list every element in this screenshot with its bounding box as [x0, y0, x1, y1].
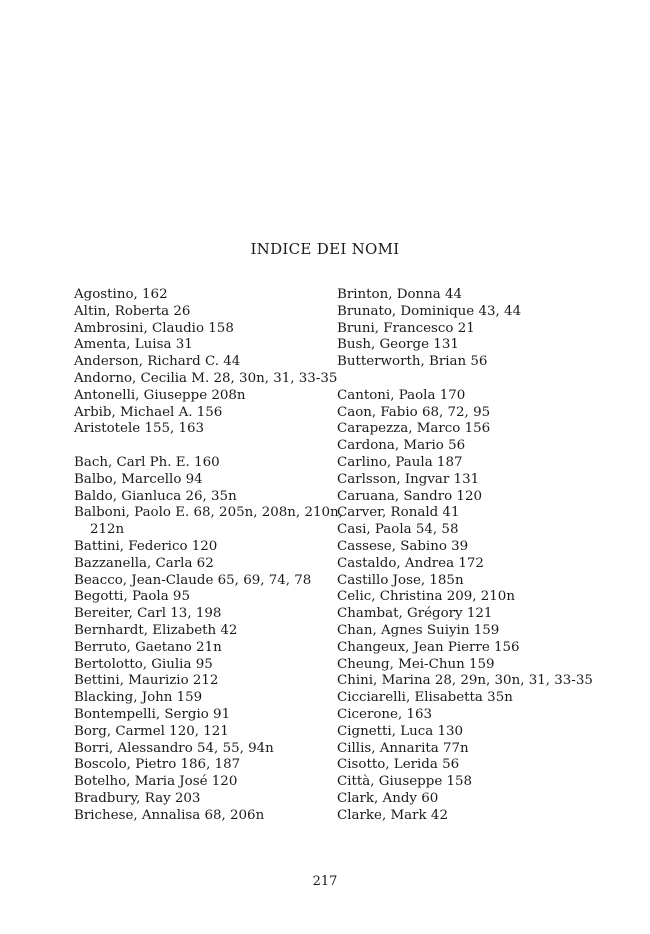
- index-entry: [74, 287, 336, 304]
- index-entry: [74, 573, 336, 590]
- index-entry: [337, 657, 599, 674]
- index-entry: [74, 606, 336, 623]
- index-entry: [337, 321, 599, 338]
- index-entry-text: Blacking, John 159: [74, 690, 203, 706]
- index-entry: [74, 539, 336, 556]
- index-entry: [337, 707, 599, 724]
- index-entry-text: Brinton, Donna 44: [337, 287, 463, 302]
- index-entry-text: Arbib, Michael A. 156: [74, 404, 223, 420]
- index-entry-text: Antonelli, Giuseppe 208n: [74, 387, 246, 403]
- index-entry-text: Brichese, Annalisa 68, 206n: [74, 807, 265, 823]
- index-entry: [74, 690, 336, 707]
- index-entry: [74, 421, 336, 438]
- index-entry: [74, 321, 336, 338]
- index-entry: [74, 371, 336, 388]
- index-entry: [337, 522, 599, 539]
- index-entry: [74, 657, 336, 674]
- index-entry: [337, 438, 599, 455]
- index-entry-text: Chambat, Grégory 121: [337, 606, 493, 622]
- index-entry-text: Bach, Carl Ph. E. 160: [74, 454, 220, 470]
- index-entry: [337, 388, 599, 405]
- index-entry: [337, 354, 599, 371]
- index-entry-text: Bontempelli, Sergio 91: [74, 706, 231, 722]
- index-entry: [74, 472, 336, 489]
- index-entry: [337, 589, 599, 606]
- index-entry: [337, 505, 599, 522]
- index-entry: [74, 808, 336, 825]
- index-entry: [337, 757, 599, 774]
- index-entry: [74, 505, 343, 539]
- index-entry-text: Cardona, Mario 56: [337, 438, 466, 454]
- index-entry: [337, 573, 599, 590]
- index-entry-text: Brunato, Dominique 43, 44: [337, 303, 522, 319]
- letter-group-gap: [74, 438, 336, 455]
- index-entry-text: Boscolo, Pietro 186, 187: [74, 757, 241, 773]
- index-entry: [74, 589, 336, 606]
- index-entry-text: Aristotele 155, 163: [74, 421, 205, 437]
- index-entry: [337, 774, 599, 791]
- index-entry-text: Cisotto, Lerida 56: [337, 757, 460, 773]
- index-entry-text: Caruana, Sandro 120: [337, 488, 482, 504]
- index-entry: [74, 724, 336, 741]
- index-entry: [74, 405, 336, 422]
- index-entry: [337, 690, 599, 707]
- index-entry-text: Butterworth, Brian 56: [337, 354, 488, 370]
- index-entry-text: Carlsson, Ingvar 131: [337, 471, 480, 487]
- index-entry-text: Andorno, Cecilia M. 28, 30n, 31, 33-35: [74, 370, 338, 386]
- index-entry-text: Cicciarelli, Elisabetta 35n: [337, 690, 513, 706]
- index-entry: [337, 472, 599, 489]
- page-number: 217: [312, 874, 338, 889]
- index-entry-text: Carlino, Paula 187: [337, 454, 463, 470]
- index-entry: [74, 640, 336, 657]
- index-entry-text: Casi, Paola 54, 58: [337, 522, 459, 538]
- index-entry-text: Carver, Ronald 41: [337, 505, 460, 521]
- index-entry-text: Berruto, Gaetano 21n: [74, 639, 222, 655]
- index-entry: [74, 354, 336, 371]
- index-entry: [74, 707, 336, 724]
- index-entry-text: Clark, Andy 60: [337, 790, 439, 806]
- index-entry-text: Anderson, Richard C. 44: [74, 354, 241, 370]
- index-entry-text: Castaldo, Andrea 172: [337, 555, 484, 571]
- index-entry: [337, 623, 599, 640]
- index-entry-text: Borg, Carmel 120, 121: [74, 723, 229, 739]
- index-entry-text: Cheung, Mei-Chun 159: [337, 656, 495, 672]
- index-entry: [74, 673, 336, 690]
- index-entry-text: Bettini, Maurizio 212: [74, 673, 219, 689]
- index-entry: [74, 304, 336, 321]
- index-entry-text: Altin, Roberta 26: [74, 303, 191, 319]
- index-entry: [337, 808, 599, 825]
- index-entry: [337, 556, 599, 573]
- index-entry-text: Bereiter, Carl 13, 198: [74, 606, 222, 622]
- index-entry: [74, 455, 336, 472]
- index-entry-text: Bruni, Francesco 21: [337, 320, 475, 336]
- index-entry-text: Bush, George 131: [337, 337, 459, 353]
- index-column-left: [74, 287, 343, 825]
- index-entry-text: Bernhardt, Elizabeth 42: [74, 622, 238, 638]
- index-entry: [337, 741, 599, 758]
- index-entry-text: Cignetti, Luca 130: [337, 723, 464, 739]
- index-entry-text: Clarke, Mark 42: [337, 807, 448, 823]
- index-entry-text: Begotti, Paola 95: [74, 589, 190, 605]
- index-entry-text: Caon, Fabio 68, 72, 95: [337, 404, 491, 420]
- index-entry-continuation: 212n: [90, 522, 125, 538]
- index-entry: [74, 489, 336, 506]
- index-entry-text: Borri, Alessandro 54, 55, 94n: [74, 740, 274, 756]
- index-entry: [337, 455, 599, 472]
- index-entry-text: Battini, Federico 120: [74, 538, 218, 554]
- index-entry: [337, 489, 599, 506]
- page-title: INDICE DEI NOMI: [250, 240, 400, 258]
- letter-group-gap: [337, 371, 599, 388]
- index-entry-text: Cicerone, 163: [337, 706, 433, 722]
- index-entry: [337, 606, 599, 623]
- index-entry: [337, 405, 599, 422]
- index-entry-text: Carapezza, Marco 156: [337, 421, 491, 437]
- index-entry: [74, 337, 336, 354]
- index-entry-text: Bertolotto, Giulia 95: [74, 656, 213, 672]
- index-entry: [74, 791, 336, 808]
- index-entry: [74, 388, 336, 405]
- index-entry-text: Celic, Christina 209, 210n: [337, 589, 515, 605]
- index-entry: [74, 757, 336, 774]
- index-column-right: [337, 287, 599, 825]
- index-entry-text: Changeux, Jean Pierre 156: [337, 639, 520, 655]
- index-entry-text: Agostino, 162: [74, 287, 168, 302]
- index-entry-text: Amenta, Luisa 31: [74, 337, 193, 353]
- index-entry-text: Bazzanella, Carla 62: [74, 555, 214, 571]
- index-entry: [337, 287, 599, 304]
- index-entry: [337, 421, 599, 438]
- index-entry-text: Castillo Jose, 185n: [337, 572, 464, 588]
- index-entry: [337, 640, 599, 657]
- index-entry-text: Balbo, Marcello 94: [74, 471, 203, 487]
- index-entry-text: Botelho, Maria José 120: [74, 774, 238, 790]
- index-entry-text: Cillis, Annarita 77n: [337, 740, 469, 756]
- index-entry: [337, 304, 599, 321]
- index-entry: [74, 623, 336, 640]
- index-entry-text: Beacco, Jean-Claude 65, 69, 74, 78: [74, 572, 312, 588]
- index-entry-text: Cassese, Sabino 39: [337, 538, 469, 554]
- index-entry: [337, 791, 599, 808]
- index-entry: [337, 724, 599, 741]
- index-entry: [337, 337, 599, 354]
- index-entry-text: Chini, Marina 28, 29n, 30n, 31, 33-35: [337, 673, 593, 689]
- index-entry-text: Ambrosini, Claudio 158: [74, 320, 234, 336]
- index-entry: [337, 673, 599, 690]
- index-entry-text: Bradbury, Ray 203: [74, 790, 201, 806]
- index-entry-text: Balboni, Paolo E. 68, 205n, 208n, 210n,: [74, 505, 343, 521]
- index-entry: [337, 539, 599, 556]
- index-entry-text: Città, Giuseppe 158: [337, 774, 473, 790]
- index-entry-text: Cantoni, Paola 170: [337, 387, 466, 403]
- index-entry-text: Baldo, Gianluca 26, 35n: [74, 488, 237, 504]
- index-entry: [74, 556, 336, 573]
- index-entry-text: Chan, Agnes Suiyin 159: [337, 622, 500, 638]
- index-entry: [74, 774, 336, 791]
- index-entry: [74, 741, 336, 758]
